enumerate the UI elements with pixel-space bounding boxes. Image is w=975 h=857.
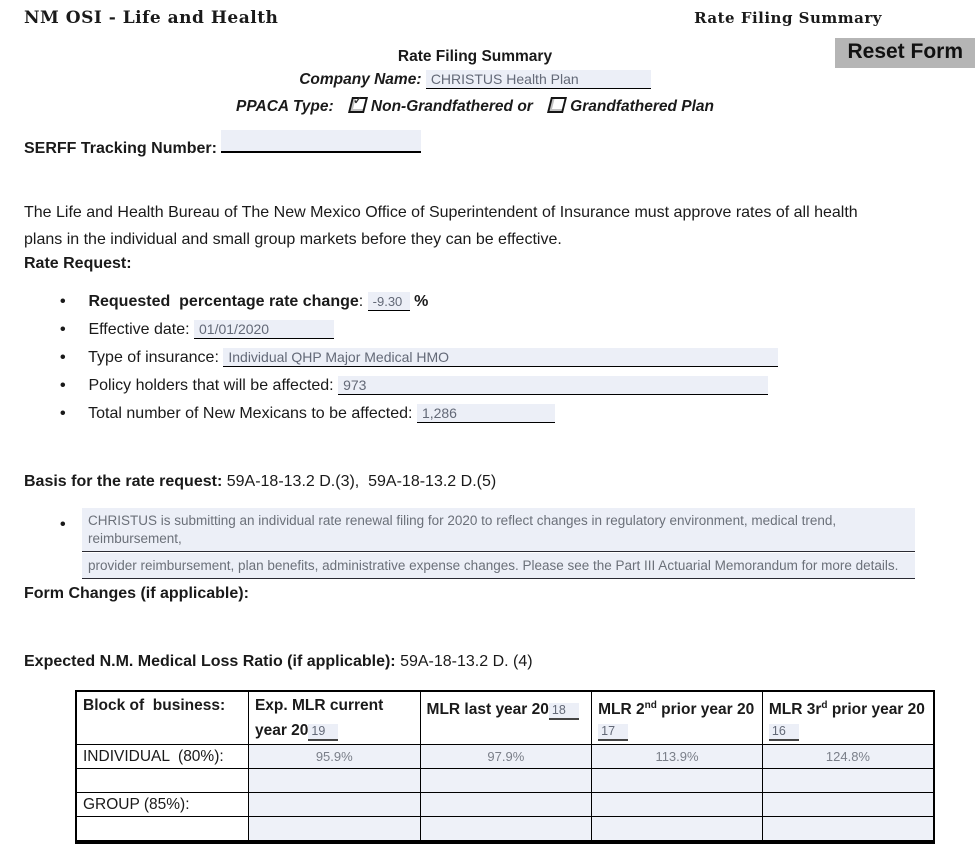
brand-title: NM OSI - Life and Health (24, 8, 279, 28)
note-line-2[interactable]: provider reimbursement, plan benefits, administrative expense changes. Please see the Part III Actuarial Memorandum for more details. (82, 553, 915, 579)
percent-sign: % (414, 293, 429, 310)
mlr-cell[interactable]: 95.9% (248, 745, 420, 769)
mlr-cell[interactable] (762, 793, 934, 817)
header-text: MLR 2 (598, 701, 645, 719)
rate-request-heading: Rate Request: (24, 255, 132, 272)
table-header-row (76, 691, 934, 745)
mlr-cell[interactable] (248, 817, 420, 843)
effective-date-field[interactable]: 01/01/2020 (194, 320, 334, 339)
header-sup: d (821, 700, 828, 711)
bullet-icon: • (60, 516, 66, 533)
list-item (60, 348, 778, 367)
corner-title: Rate Filing Summary (694, 9, 882, 27)
checkmark-icon: ✓ (353, 95, 363, 107)
ppaca-type-row (0, 95, 950, 116)
header-text: Exp. MLR current year 20 (254, 697, 388, 740)
basis-note-row (60, 508, 915, 579)
mlr-cell[interactable] (592, 769, 763, 793)
intro-paragraph: The Life and Health Bureau of The New Mexico Office of Superintendent of Insurance must approve rates of all health plans in the individual and small group markets before they can be effective. (24, 204, 858, 248)
mlr-cell[interactable] (420, 817, 592, 843)
table-row (76, 769, 934, 793)
serff-tracking-label: SERFF Tracking Number: (24, 140, 217, 157)
company-name-label: Company Name: (299, 71, 422, 88)
mlr-cell[interactable] (762, 817, 934, 843)
header-sup: nd (644, 700, 657, 711)
header-text: prior year 20 (656, 701, 755, 719)
header-text: MLR last year 20 (426, 701, 549, 719)
rate-change-colon: : (358, 293, 368, 310)
rate-request-list (60, 292, 778, 432)
reset-form-button[interactable]: Reset Form (835, 38, 975, 68)
serff-tracking-row (24, 130, 421, 158)
basis-row (24, 473, 496, 491)
ppaca-type-label: PPACA Type: (236, 98, 334, 115)
year-field[interactable]: 19 (308, 724, 338, 741)
mlr-cell[interactable] (592, 817, 763, 843)
year-field[interactable]: 18 (549, 703, 579, 720)
row-label-individual: INDIVIDUAL (80%): (76, 745, 248, 769)
form-header (0, 48, 950, 116)
mlr-table (75, 690, 935, 844)
total-affected-label: Total number of New Mexicans to be affected: (88, 405, 413, 422)
list-item (60, 320, 778, 339)
col-header-2nd-prior-year (592, 691, 763, 745)
table-row (76, 745, 934, 769)
policy-holders-label: Policy holders that will be affected: (88, 377, 334, 394)
note-line-1[interactable]: CHRISTUS is submitting an individual rate renewal filing for 2020 to reflect changes in regulatory environment, medical trend, reimbursement, (82, 508, 915, 552)
policy-holders-field[interactable]: 973 (338, 376, 768, 395)
mlr-cell[interactable] (592, 793, 763, 817)
header-text: MLR 3r (768, 701, 822, 719)
mlr-cell[interactable] (248, 769, 420, 793)
mlr-cell[interactable]: 124.8% (762, 745, 934, 769)
rate-change-field[interactable]: -9.30 (368, 292, 410, 311)
total-affected-field[interactable]: 1,286 (417, 404, 555, 423)
mlr-label: Expected N.M. Medical Loss Ratio (if applicable): (24, 653, 396, 670)
company-name-field[interactable]: CHRISTUS Health Plan (426, 70, 651, 89)
list-item (60, 376, 778, 395)
col-header-last-year (420, 691, 592, 745)
grandfathered-checkbox[interactable] (547, 97, 567, 113)
row-label-empty (76, 769, 248, 793)
basis-label: Basis for the rate request: (24, 473, 223, 490)
list-item (60, 292, 778, 311)
basis-value: 59A-18-13.2 D.(3), 59A-18-13.2 D.(5) (222, 473, 497, 490)
table-row (76, 793, 934, 817)
form-changes-label: Form Changes (if applicable): (24, 585, 249, 602)
insurance-type-field[interactable]: Individual QHP Major Medical HMO (223, 348, 778, 367)
form-title: Rate Filing Summary (397, 48, 553, 65)
non-grandfathered-checkbox[interactable] (348, 97, 368, 113)
non-grandfathered-label: Non-Grandfathered or (370, 98, 533, 115)
col-header-block-of-business: Block of business: (76, 691, 248, 745)
mlr-value: 59A-18-13.2 D. (4) (395, 653, 533, 670)
mlr-cell[interactable] (762, 769, 934, 793)
mlr-cell[interactable]: 113.9% (592, 745, 763, 769)
mlr-cell[interactable] (248, 793, 420, 817)
table-row (76, 817, 934, 843)
mlr-cell[interactable] (420, 769, 592, 793)
grandfathered-label: Grandfathered Plan (570, 98, 714, 115)
basis-note-field[interactable] (82, 508, 915, 579)
mlr-cell[interactable] (420, 793, 592, 817)
row-label-empty (76, 817, 248, 843)
col-header-3rd-prior-year (762, 691, 934, 745)
company-name-row (0, 70, 950, 89)
mlr-cell[interactable]: 97.9% (420, 745, 592, 769)
header-text: prior year 20 (827, 701, 925, 719)
year-field[interactable]: 16 (769, 724, 799, 741)
effective-date-label: Effective date: (88, 321, 190, 338)
rate-change-label: Requested percentage rate change (88, 293, 359, 310)
col-header-current-year (248, 691, 420, 745)
list-item (60, 404, 778, 423)
mlr-heading-row (24, 653, 533, 671)
year-field[interactable]: 17 (598, 724, 628, 741)
insurance-type-label: Type of insurance: (88, 349, 219, 366)
row-label-group: GROUP (85%): (76, 793, 248, 817)
serff-tracking-field[interactable] (221, 130, 421, 153)
